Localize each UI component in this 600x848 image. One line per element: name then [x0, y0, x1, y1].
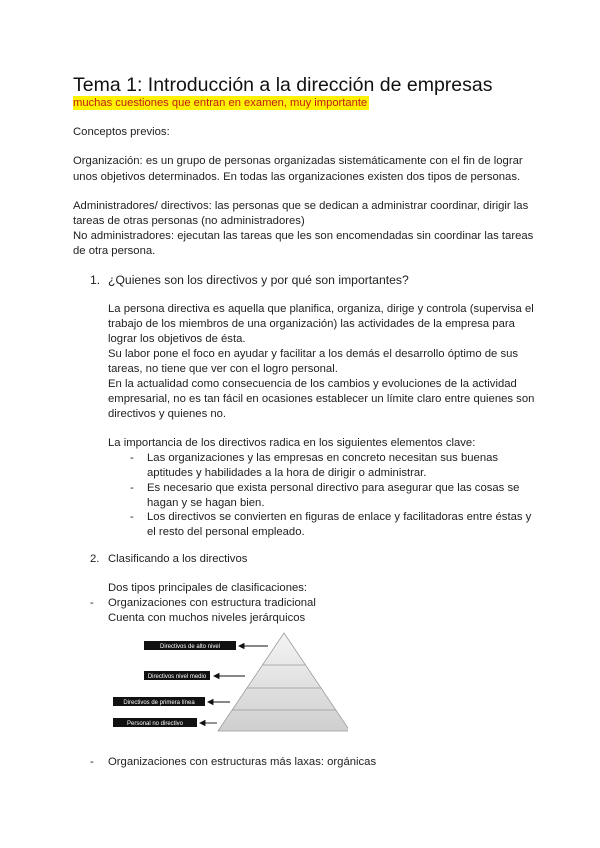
section-1-para-line: La persona directiva es aquella que planifica, organiza, dirige y controla (supervisa el: [108, 303, 534, 315]
bullet-dash: -: [130, 452, 134, 464]
section-1-para-line: directivos y quienes no.: [108, 408, 227, 420]
highlighted-note: muchas cuestiones que entran en examen, muy importante: [73, 97, 368, 109]
importance-intro: La importancia de los directivos radica en los siguientes elementos clave:: [108, 437, 476, 449]
classification-item-traditional-sub: Cuenta con muchos niveles jerárquicos: [108, 612, 306, 624]
section-1-number: 1.: [90, 273, 101, 287]
bullet-2-line-2: hagan y se hagan bien.: [147, 497, 265, 509]
bullet-3-line-2: el resto del personal empleado.: [147, 526, 305, 538]
no-administradores-line-1: No administradores: ejecutan las tareas que les son encomendadas sin coordinar las tareas: [73, 230, 534, 242]
classification-item-organic: Organizaciones con estructuras más laxas: orgánicas: [108, 756, 377, 768]
organizacion-line-2: unos objetivos determinados. En todas las organizaciones existen dos tipos de personas.: [73, 171, 521, 183]
bullet-3-line-1: Los directivos se convierten en figuras de enlace y facilitadoras entre éstas y: [147, 511, 532, 523]
hierarchy-pyramid-diagram: [108, 630, 348, 742]
administradores-line-1: Administradores/ directivos: las personas que se dedican a administrar coordinar, dirigir las: [73, 200, 529, 212]
arrow-head-icon: [239, 644, 244, 649]
bullet-1-line-1: Las organizaciones y las empresas en concreto necesitan sus buenas: [147, 452, 499, 464]
classification-intro: Dos tipos principales de clasificaciones:: [108, 582, 308, 594]
section-1-para-line: lograr los objetivos de ésta.: [108, 333, 246, 345]
page-title: Tema 1: Introducción a la dirección de empresas: [73, 74, 493, 96]
administradores-line-2: tareas de otras personas (no administradores): [73, 215, 305, 227]
bullet-1-line-2: aptitudes y habilidades a la hora de dirigir o administrar.: [147, 467, 427, 479]
pyramid-shape: [218, 633, 348, 731]
pyramid-label-text: Directivos de primera línea: [123, 700, 195, 706]
classification-item-traditional: Organizaciones con estructura tradicional: [108, 597, 316, 609]
pyramid-label-text: Personal no directivo: [126, 721, 184, 727]
bullet-dash: -: [130, 482, 134, 494]
section-1-para-line: trabajo de los miembros de una organización) las actividades de la empresa para: [108, 318, 515, 330]
arrow-head-icon: [208, 700, 213, 705]
section-1-para-line: Su labor pone el foco en ayudar y facilitar a los demás el desarrollo óptimo de sus: [108, 348, 519, 360]
list-dash: -: [90, 597, 94, 609]
organizacion-line-1: Organización: es un grupo de personas organizadas sistemáticamente con el fin de lograr: [73, 155, 523, 167]
section-1-para-line: tareas, no tiene que ver con el logro personal.: [108, 363, 338, 375]
section-2-heading: Clasificando a los directivos: [108, 553, 248, 565]
no-administradores-line-2: de otra persona.: [73, 245, 156, 257]
bullet-2-line-1: Es necesario que exista personal directivo para asegurar que las cosas se: [147, 482, 520, 494]
list-dash: -: [90, 756, 94, 768]
pyramid-label-text: Directivos nivel medio: [147, 674, 207, 680]
section-1-heading: ¿Quienes son los directivos y por qué son importantes?: [108, 273, 409, 287]
arrow-head-icon: [200, 721, 205, 726]
arrow-head-icon: [214, 674, 219, 679]
section-2-number: 2.: [90, 553, 100, 565]
pyramid-label-primera-linea: [113, 697, 205, 706]
section-1-para-line: empresarial, no es tan fácil en ocasiones establecer un límite claro entre quienes son: [108, 393, 535, 405]
pyramid-label-text: Directivos de alto nivel: [159, 644, 221, 650]
pyramid-label-alto-nivel: [144, 641, 236, 650]
section-1-para-line: En la actualidad como consecuencia de los cambios y evoluciones de la actividad: [108, 378, 517, 390]
conceptos-previos-label: Conceptos previos:: [73, 126, 170, 138]
bullet-dash: -: [130, 511, 134, 523]
pyramid-label-nivel-medio: [144, 671, 210, 680]
pyramid-label-no-directivo: [113, 718, 197, 727]
